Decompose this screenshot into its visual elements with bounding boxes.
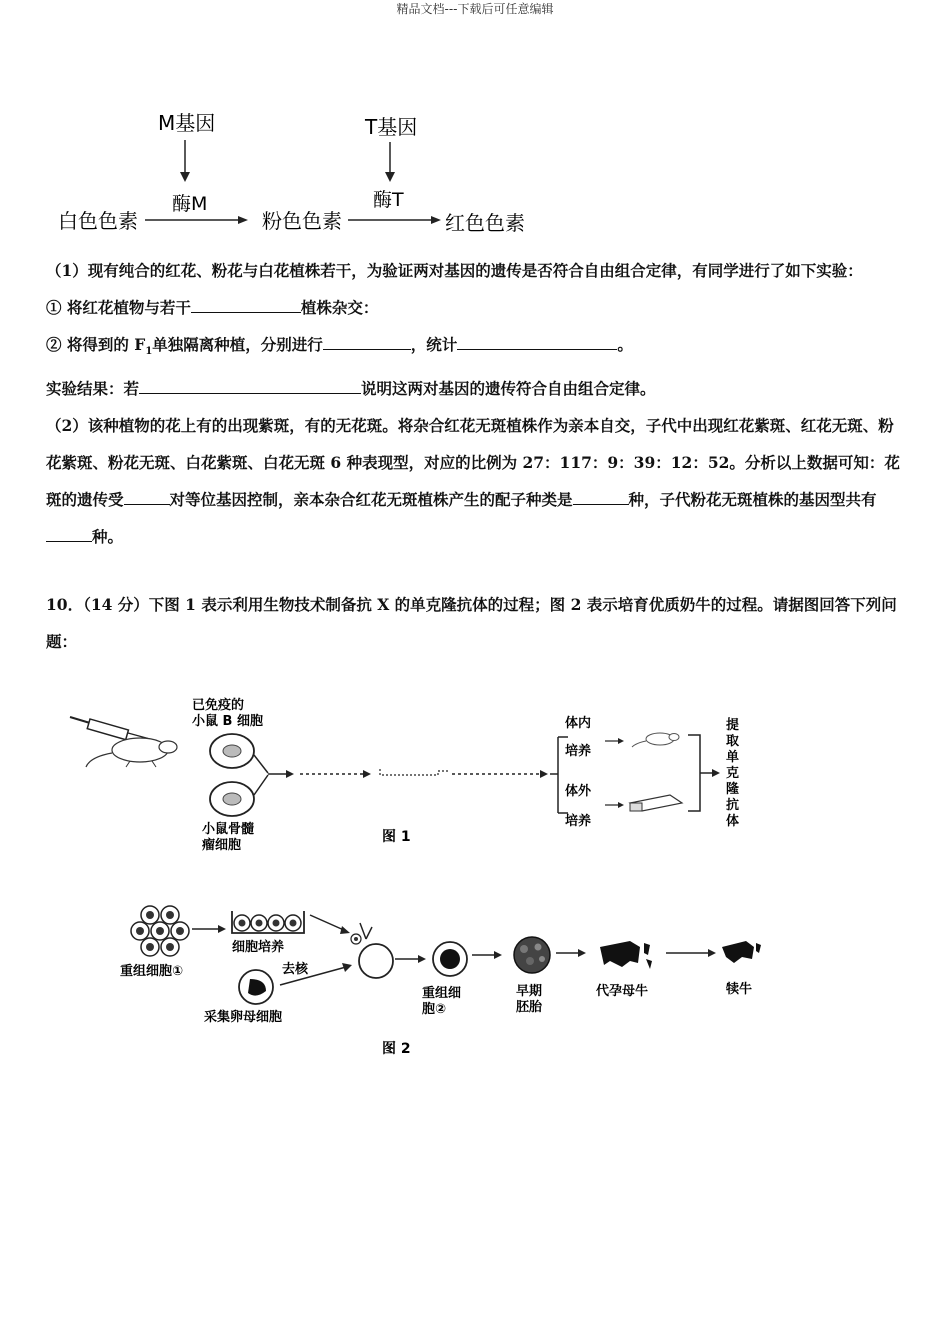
page-header: 精品文档---下载后可任意编辑 bbox=[396, 2, 554, 16]
surrogate-cow-label: 代孕母牛 bbox=[596, 984, 649, 999]
answer-blank[interactable] bbox=[323, 333, 411, 350]
figure-2-cow-breeding bbox=[110, 895, 780, 1065]
in-vitro-label-2: 培养 bbox=[565, 814, 592, 829]
enucleated-egg bbox=[359, 944, 393, 978]
red-pigment: 红色色素 bbox=[445, 211, 525, 235]
cell-culture-dish bbox=[232, 911, 304, 933]
early-embryo bbox=[514, 937, 550, 973]
answer-blank[interactable] bbox=[573, 488, 629, 505]
q9-step2: ② 将得到的 $F_1$单独隔离种植，分别进行 ，统计 。 bbox=[46, 335, 633, 358]
recombinant-cell-2-label-2: 胞② bbox=[422, 1002, 447, 1017]
svg-text:体: 体 bbox=[726, 814, 740, 829]
question-10-body bbox=[46, 586, 906, 660]
recombinant-cell-1-label: 重组细胞① bbox=[120, 964, 184, 979]
in-vitro-label-1: 体外 bbox=[565, 784, 592, 799]
pink-pigment: 粉色色素 bbox=[262, 209, 342, 233]
figure-2-caption: 图 2 bbox=[382, 1041, 411, 1057]
svg-text:抗: 抗 bbox=[726, 798, 740, 813]
in-vivo-label-2: 培养 bbox=[565, 744, 592, 759]
extract-antibody-label bbox=[726, 717, 739, 829]
enucleate-label: 去核 bbox=[282, 962, 309, 977]
svg-text:提: 提 bbox=[726, 718, 740, 733]
answer-blank[interactable] bbox=[139, 377, 361, 394]
gene-t-label: T基因 bbox=[365, 115, 418, 139]
myeloma-label-1: 小鼠骨髓 bbox=[202, 822, 255, 837]
svg-text:单: 单 bbox=[726, 750, 740, 765]
pigment-pathway-diagram bbox=[40, 100, 580, 250]
q9-step1: ① 将红花植物与若干 植株杂交： bbox=[46, 298, 379, 317]
oocyte-label: 采集卵母细胞 bbox=[204, 1010, 283, 1025]
svg-text:取: 取 bbox=[726, 734, 740, 749]
small-mouse-icon bbox=[632, 733, 679, 747]
calf-label: 犊牛 bbox=[726, 982, 753, 997]
figure-1-caption: 图 1 bbox=[382, 829, 411, 845]
culture-flask-icon bbox=[630, 795, 682, 811]
q9-result: 实验结果：若 说明这两对基因的遗传符合自由组合定律。 bbox=[46, 379, 656, 399]
surrogate-cow-icon bbox=[600, 941, 652, 969]
early-embryo-label-1: 早期 bbox=[516, 984, 543, 999]
gene-m-label: M基因 bbox=[158, 111, 216, 135]
early-embryo-label-2: 胚胎 bbox=[516, 1000, 543, 1015]
myeloma-label-2: 瘤细胞 bbox=[202, 838, 242, 853]
micropipette-icon bbox=[351, 923, 372, 944]
answer-blank[interactable] bbox=[46, 525, 92, 542]
q9-part1: （1）现有纯合的红花、粉花与白花植株若干，为验证两对基因的遗传是否符合自由组合定律，有同学进行了如下实验： bbox=[46, 261, 863, 280]
recombinant-cell-2-label-1: 重组细 bbox=[422, 986, 462, 1001]
answer-blank[interactable] bbox=[191, 296, 301, 313]
enzyme-t-label: 酶T bbox=[373, 189, 404, 211]
enzyme-m-label: 酶M bbox=[172, 193, 208, 215]
calf-icon bbox=[722, 941, 761, 963]
recombinant-cell-1-cluster bbox=[131, 906, 189, 956]
b-cell-label-1: 已免疫的 bbox=[192, 698, 245, 713]
b-cell-label-2: 小鼠 B 细胞 bbox=[192, 714, 263, 729]
cell-culture-label: 细胞培养 bbox=[232, 940, 285, 955]
question-9-body bbox=[46, 252, 906, 555]
svg-text:隆: 隆 bbox=[726, 782, 740, 797]
answer-blank[interactable] bbox=[457, 333, 617, 350]
svg-text:克: 克 bbox=[726, 766, 740, 781]
white-pigment: 白色色素 bbox=[58, 209, 138, 233]
q10-text: 10．（14 分）下图 1 表示利用生物技术制备抗 X 的单克隆抗体的过程；图 2 表示培育优质奶牛的过程。请据图回答下列问题： bbox=[46, 595, 897, 651]
syringe-icon bbox=[70, 717, 150, 740]
in-vivo-label-1: 体内 bbox=[565, 716, 592, 731]
q9-part2: （2）该种植物的花上有的出现紫斑，有的无花斑。将杂合红花无斑植株作为亲本自交，子代中出现红花紫斑、红花无斑、粉花紫斑、粉花无斑、白花紫斑、白花无斑 6 种表现型，对应的比例为 27：117：9：39：12：52。分析以上数据可知：花斑的遗传受 对等位基因控制，亲本杂合红花无斑植株产生的配子种类是 种，子代粉花无斑植株的基因型共有种。 bbox=[46, 416, 900, 547]
answer-blank[interactable] bbox=[124, 488, 170, 505]
mouse-icon bbox=[86, 738, 177, 767]
figure-1-monoclonal-antibody bbox=[60, 695, 750, 860]
process-step-bracket bbox=[380, 769, 448, 775]
